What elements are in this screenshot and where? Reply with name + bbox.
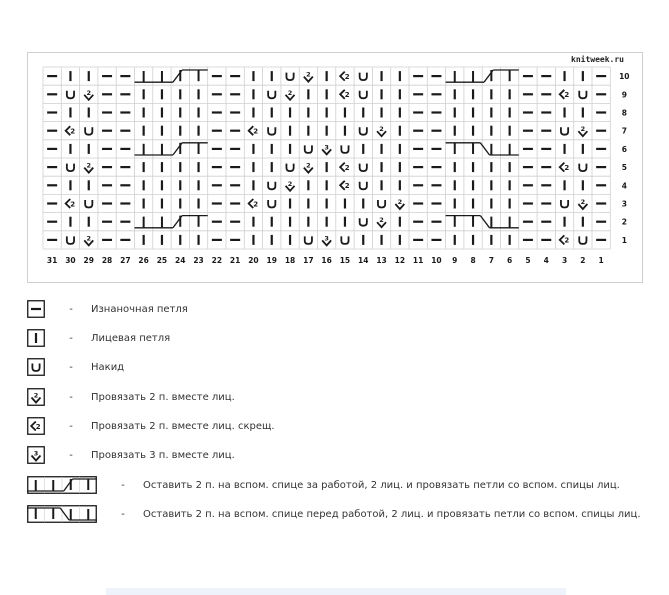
column-number: 18 <box>284 256 296 265</box>
legend-text: Изнаночная петля <box>91 303 188 315</box>
legend-text: Провязать 2 п. вместе лиц. скрещ. <box>91 420 275 432</box>
legend-item <box>27 358 124 376</box>
row-number: 2 <box>621 217 627 227</box>
yarn-over-symbol <box>85 127 92 135</box>
yarn-over-symbol <box>579 236 586 244</box>
column-number: 17 <box>303 256 314 265</box>
legend-dash: - <box>69 332 73 344</box>
column-number: 14 <box>358 256 369 265</box>
legend-item <box>27 300 188 318</box>
chart-row <box>47 89 606 100</box>
purl-icon <box>27 300 45 318</box>
column-number: 30 <box>65 256 76 265</box>
cable-front-icon <box>27 505 97 523</box>
ssk-symbol <box>340 90 350 99</box>
yarn-over-symbol <box>378 200 385 208</box>
column-number: 19 <box>266 256 277 265</box>
ssk-symbol <box>340 181 350 190</box>
svg-text:2: 2 <box>70 200 76 209</box>
ssk-symbol <box>560 235 570 244</box>
k2tog-symbol <box>84 162 93 173</box>
row-number: 5 <box>621 163 627 173</box>
k3tog-symbol <box>322 234 331 245</box>
svg-text:2: 2 <box>287 88 293 97</box>
column-number: 12 <box>394 256 406 265</box>
k2tog-symbol <box>578 125 587 136</box>
legend-item <box>27 329 170 347</box>
column-number: 28 <box>101 256 113 265</box>
column-number: 26 <box>138 256 149 265</box>
column-number: 8 <box>470 256 476 265</box>
k2tog-symbol <box>395 198 404 209</box>
ssk-symbol <box>560 90 570 99</box>
svg-text:2: 2 <box>397 198 403 206</box>
yarn-over-symbol <box>360 91 367 99</box>
svg-text:3: 3 <box>324 234 329 243</box>
knit-icon <box>27 329 45 347</box>
k2tog-symbol <box>304 71 313 82</box>
column-number: 11 <box>412 256 424 265</box>
svg-text:2: 2 <box>344 91 350 100</box>
legend-item <box>27 388 235 406</box>
knitting-chart <box>28 53 644 284</box>
svg-text:2: 2 <box>344 163 350 172</box>
row-number: 3 <box>621 199 627 209</box>
ssk-symbol <box>249 199 259 208</box>
legend-item <box>27 417 275 435</box>
column-number: 7 <box>488 256 494 265</box>
svg-text:2: 2 <box>253 127 259 136</box>
yarn-over-symbol <box>268 200 275 208</box>
column-number: 21 <box>229 256 241 265</box>
ssk-symbol <box>340 72 350 81</box>
svg-text:2: 2 <box>580 198 586 206</box>
column-number: 23 <box>193 256 204 265</box>
svg-text:2: 2 <box>344 72 350 81</box>
ssk-symbol <box>66 199 76 208</box>
k2tog-icon <box>27 388 45 406</box>
ssk-symbol <box>340 163 350 172</box>
k3tog-icon <box>27 446 45 464</box>
cable-back-icon <box>27 476 97 494</box>
column-number: 2 <box>580 256 586 265</box>
svg-text:2: 2 <box>86 88 92 97</box>
svg-text:2: 2 <box>306 161 311 170</box>
ssk-symbol <box>249 126 259 135</box>
svg-text:2: 2 <box>306 70 311 79</box>
yarn-over-symbol <box>286 73 293 81</box>
chart-row <box>47 125 606 136</box>
legend-text: Провязать 3 п. вместе лиц. <box>91 449 235 461</box>
svg-text:2: 2 <box>287 179 293 188</box>
legend-dash: - <box>69 391 73 403</box>
legend-item <box>27 476 620 494</box>
chart-row <box>47 162 606 173</box>
k2tog-symbol <box>578 198 587 209</box>
column-number: 4 <box>543 256 549 265</box>
ssk-symbol <box>66 126 76 135</box>
svg-text:3: 3 <box>324 143 329 152</box>
yarn-over-symbol <box>67 91 74 99</box>
yarn-over-icon <box>27 358 45 376</box>
legend-dash: - <box>69 303 73 315</box>
yarn-over-symbol <box>268 91 275 99</box>
row-number: 10 <box>619 72 630 82</box>
row-number: 7 <box>621 126 627 136</box>
column-number: 9 <box>452 256 458 265</box>
row-number: 9 <box>621 90 627 100</box>
yarn-over-symbol <box>360 182 367 190</box>
column-number: 27 <box>120 256 131 265</box>
column-number: 24 <box>175 256 186 265</box>
k2tog-symbol <box>84 234 93 245</box>
ssk-symbol <box>560 163 570 172</box>
yarn-over-symbol <box>305 236 312 244</box>
svg-text:3: 3 <box>33 449 39 458</box>
svg-text:2: 2 <box>35 422 41 431</box>
column-number: 20 <box>248 256 259 265</box>
svg-text:2: 2 <box>86 161 92 170</box>
k2tog-symbol <box>377 216 386 227</box>
chart-row <box>47 108 606 118</box>
svg-text:2: 2 <box>70 127 76 136</box>
yarn-over-symbol <box>67 236 74 244</box>
k2tog-symbol <box>286 89 295 100</box>
column-number: 10 <box>431 256 442 265</box>
yarn-over-symbol <box>341 236 348 244</box>
site-label: knitweek.ru <box>571 55 624 64</box>
legend-text: Оставить 2 п. на вспом. спице перед работой, 2 лиц. и провязать петли со вспом. спицы лиц. <box>143 508 641 520</box>
column-number: 15 <box>339 256 351 265</box>
yarn-over-symbol <box>561 127 568 135</box>
chart-row <box>47 143 606 155</box>
legend-text: Накид <box>91 361 125 373</box>
yarn-over-symbol <box>286 164 293 172</box>
k2tog-symbol <box>286 180 295 191</box>
bottom-bar <box>106 588 566 595</box>
column-number: 6 <box>507 256 513 265</box>
yarn-over-symbol <box>67 164 74 172</box>
yarn-over-symbol <box>360 218 367 226</box>
yarn-over-symbol <box>360 164 367 172</box>
row-number: 4 <box>621 181 627 191</box>
yarn-over-symbol <box>268 182 275 190</box>
svg-text:2: 2 <box>33 391 39 400</box>
yarn-over-symbol <box>360 73 367 81</box>
svg-text:2: 2 <box>379 216 384 225</box>
svg-text:2: 2 <box>564 236 570 245</box>
row-number: 6 <box>621 144 627 154</box>
column-number: 16 <box>321 256 332 265</box>
svg-text:2: 2 <box>86 234 92 243</box>
svg-text:2: 2 <box>344 182 350 191</box>
yarn-over-symbol <box>341 145 348 153</box>
yarn-over-symbol <box>305 145 312 153</box>
chart-row <box>47 198 606 209</box>
svg-text:2: 2 <box>564 163 570 172</box>
legend-dash: - <box>121 508 125 520</box>
chart-row <box>47 180 606 191</box>
k2tog-symbol <box>304 162 313 173</box>
legend-item <box>27 446 235 464</box>
column-number: 1 <box>598 256 604 265</box>
column-number: 29 <box>83 256 94 265</box>
column-number: 22 <box>211 256 223 265</box>
legend-text: Провязать 2 п. вместе лиц. <box>91 391 235 403</box>
k2tog-symbol <box>377 125 386 136</box>
column-number: 3 <box>561 256 568 265</box>
chart-row <box>47 70 606 82</box>
svg-text:2: 2 <box>564 91 570 100</box>
legend-text: Лицевая петля <box>91 332 171 344</box>
svg-text:2: 2 <box>580 125 586 134</box>
legend-text: Оставить 2 п. на вспом. спице за работой, 2 лиц. и провязать петли со вспом. спицы лиц. <box>143 479 620 491</box>
row-number: 8 <box>621 108 627 118</box>
svg-text:2: 2 <box>379 125 384 134</box>
column-number: 25 <box>156 256 168 265</box>
legend-item <box>27 505 641 523</box>
chart-row <box>47 216 606 228</box>
chart-frame <box>27 52 643 283</box>
legend-dash: - <box>69 361 73 373</box>
chart-row <box>47 234 606 245</box>
legend-dash: - <box>69 420 73 432</box>
yarn-over-symbol <box>268 127 275 135</box>
ssk-icon <box>27 417 45 435</box>
yarn-over-symbol <box>360 127 367 135</box>
legend-dash: - <box>121 479 125 491</box>
row-number: 1 <box>621 235 627 245</box>
column-number: 13 <box>376 256 387 265</box>
yarn-over-symbol <box>579 91 586 99</box>
legend-dash: - <box>69 449 73 461</box>
k3tog-symbol <box>322 143 331 154</box>
yarn-over-symbol <box>561 200 568 208</box>
column-number: 5 <box>525 256 531 265</box>
column-number: 31 <box>46 256 58 265</box>
yarn-over-symbol <box>85 200 92 208</box>
svg-text:2: 2 <box>253 200 259 209</box>
k2tog-symbol <box>84 89 93 100</box>
yarn-over-symbol <box>579 164 586 172</box>
